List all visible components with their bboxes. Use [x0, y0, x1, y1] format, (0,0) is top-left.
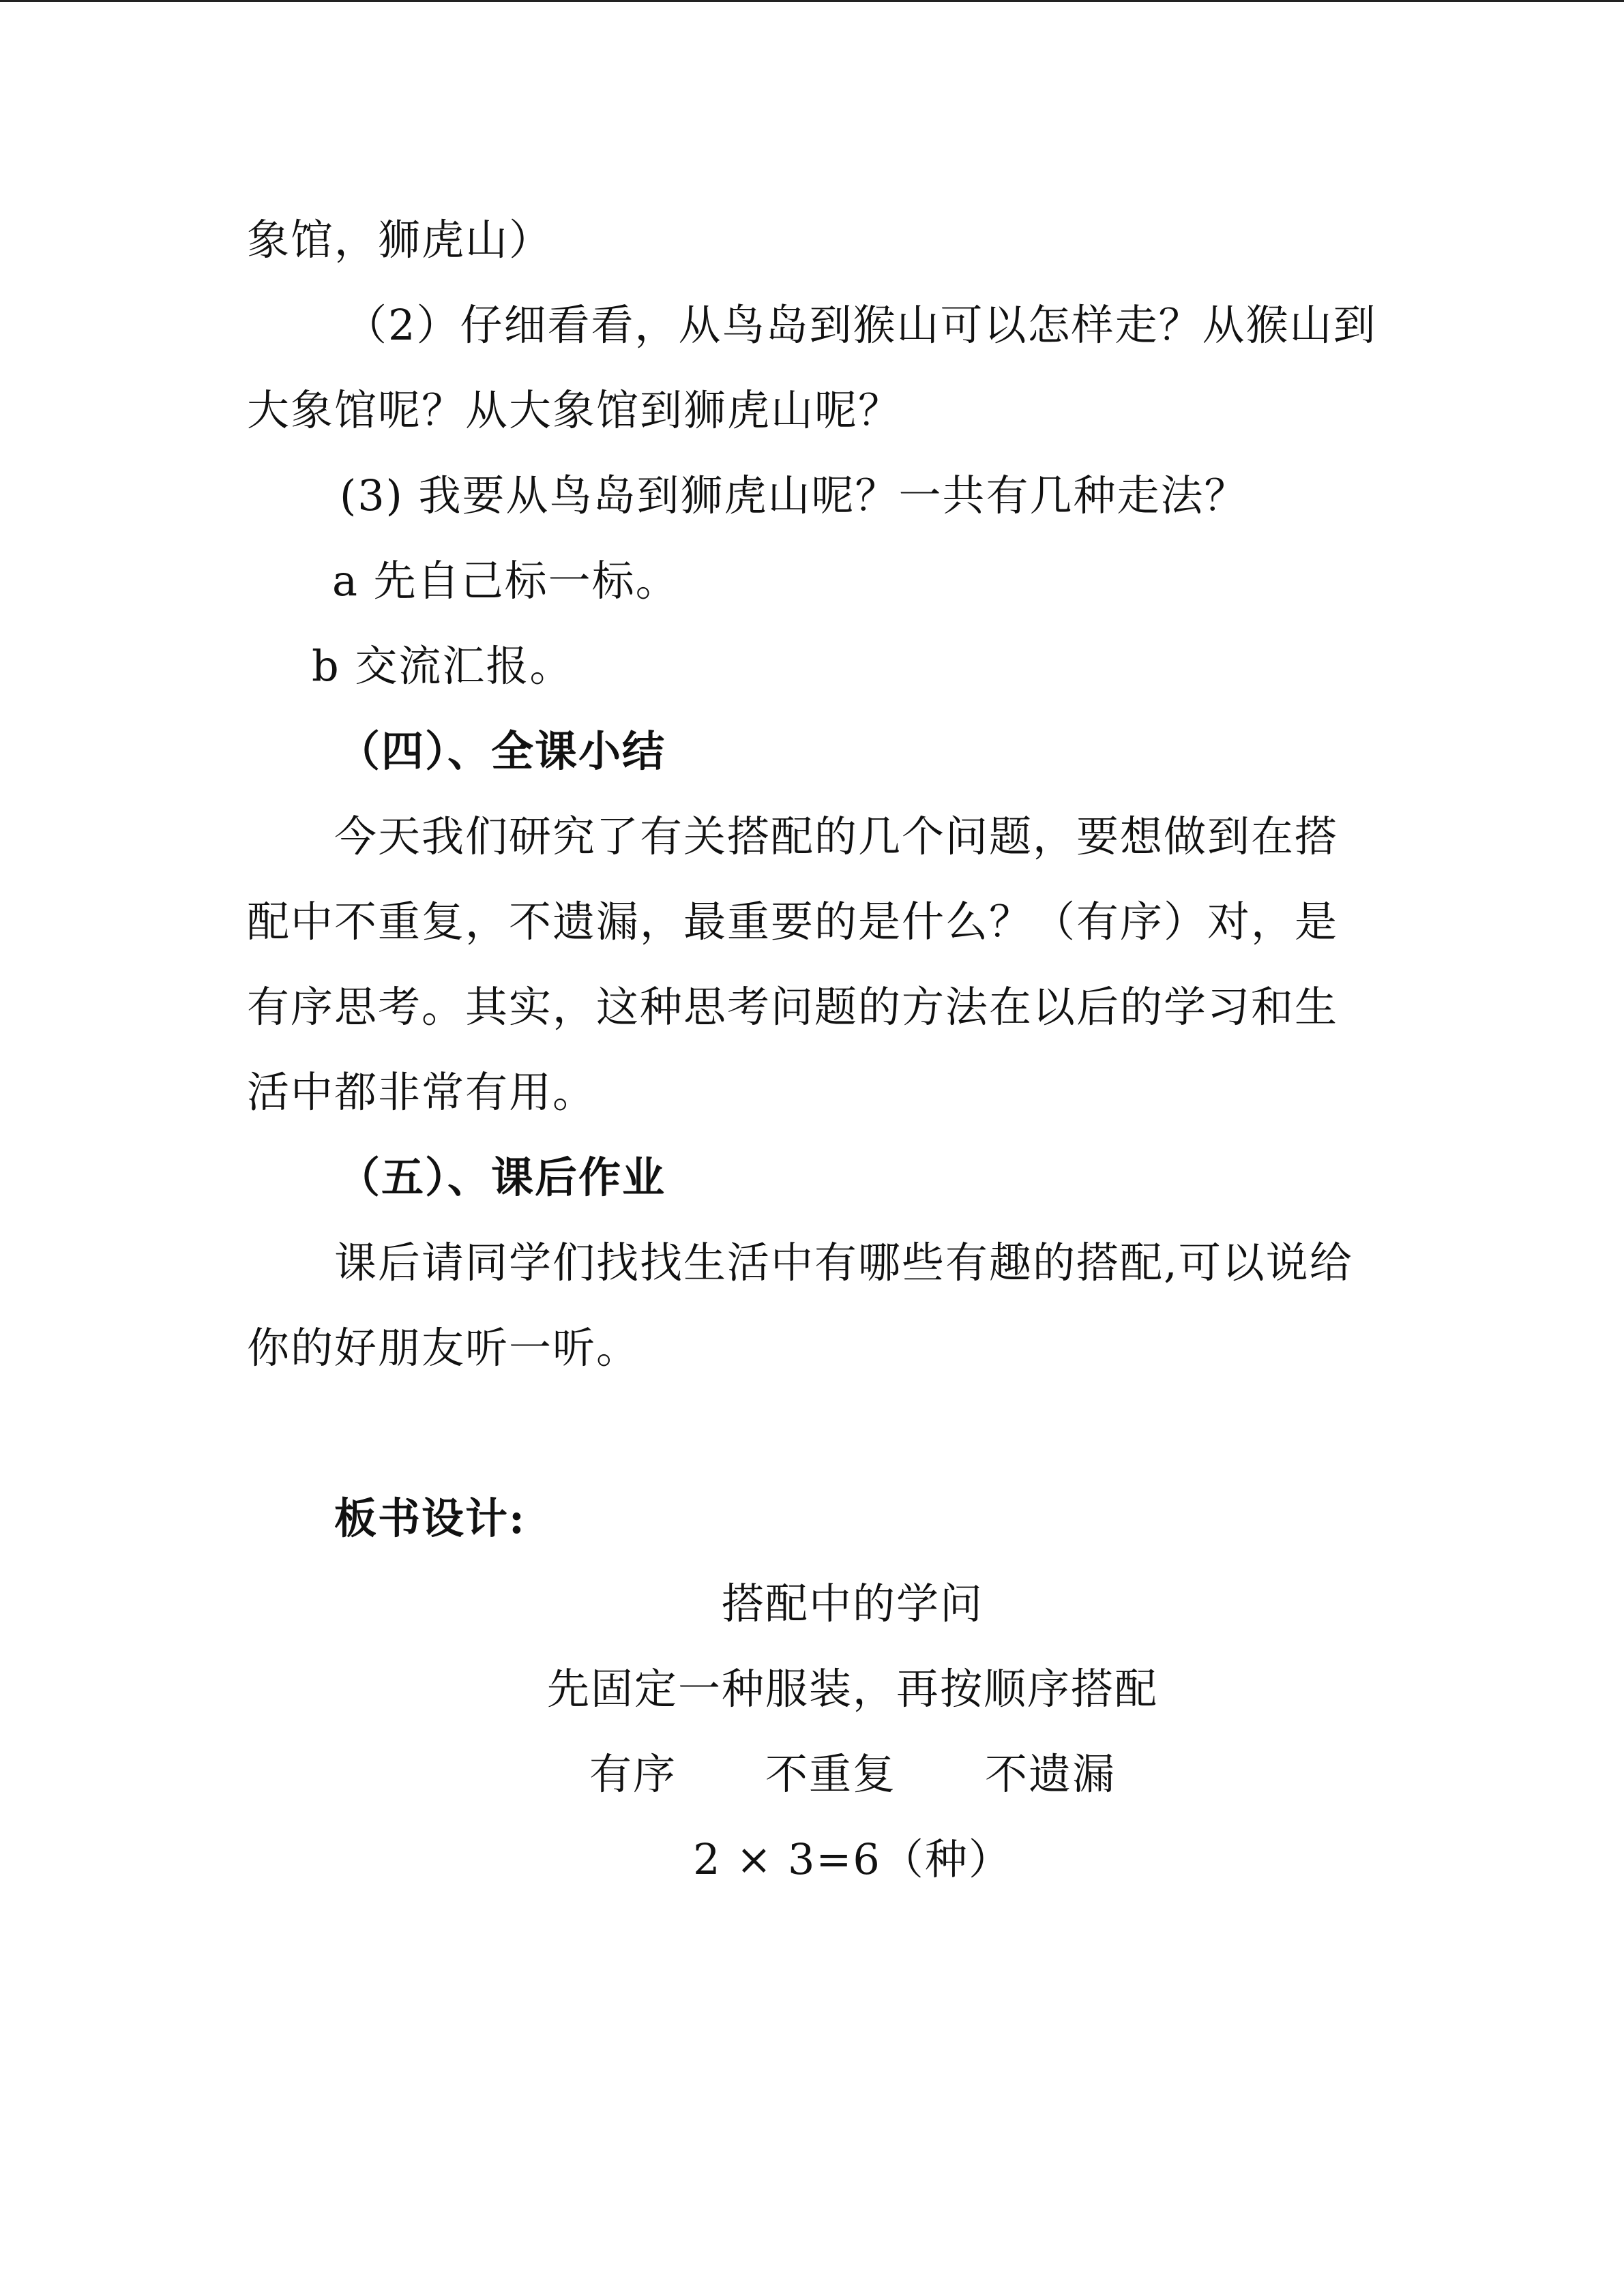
board-method: 先固定一种服装，再按顺序搭配 [546, 1664, 1158, 1714]
step-a: a 先自己标一标。 [332, 556, 679, 606]
board-formula: 2 × 3=6（种） [693, 1834, 1012, 1884]
board-design-label: 板书设计: [334, 1493, 526, 1543]
question-2-line-1: （2）仔细看看，从鸟岛到猴山可以怎样走？从猴山到 [344, 300, 1377, 350]
summary-line-1: 今天我们研究了有关搭配的几个问题，要想做到在搭 [334, 811, 1339, 861]
page-top-border [0, 0, 1624, 2]
section-4-heading: （四）、全课小结 [338, 726, 666, 776]
summary-line-4: 活中都非常有用。 [247, 1067, 597, 1117]
keyword-no-repeat: 不重复 [765, 1749, 896, 1799]
step-b: b 交流汇报。 [312, 641, 574, 691]
paragraph-continuation: 象馆，狮虎山） [247, 215, 553, 265]
question-3: (3) 我要从鸟岛到狮虎山呢？一共有几种走法？ [340, 471, 1248, 520]
keyword-no-omission: 不遗漏 [985, 1749, 1117, 1799]
summary-line-3: 有序思考。其实，这种思考问题的方法在以后的学习和生 [247, 982, 1339, 1032]
question-2-line-2: 大象馆呢？从大象馆到狮虎山呢？ [247, 385, 902, 435]
homework-line-2: 你的好朋友听一听。 [247, 1323, 640, 1373]
section-5-heading: （五）、课后作业 [338, 1152, 666, 1202]
board-title: 搭配中的学问 [721, 1579, 984, 1628]
homework-line-1: 课后请同学们找找生活中有哪些有趣的搭配,可以说给 [334, 1238, 1353, 1287]
keyword-ordered: 有序 [589, 1749, 677, 1799]
board-keywords [0, 1747, 1624, 1802]
summary-line-2: 配中不重复，不遗漏，最重要的是什么？（有序）对，是 [247, 897, 1339, 946]
